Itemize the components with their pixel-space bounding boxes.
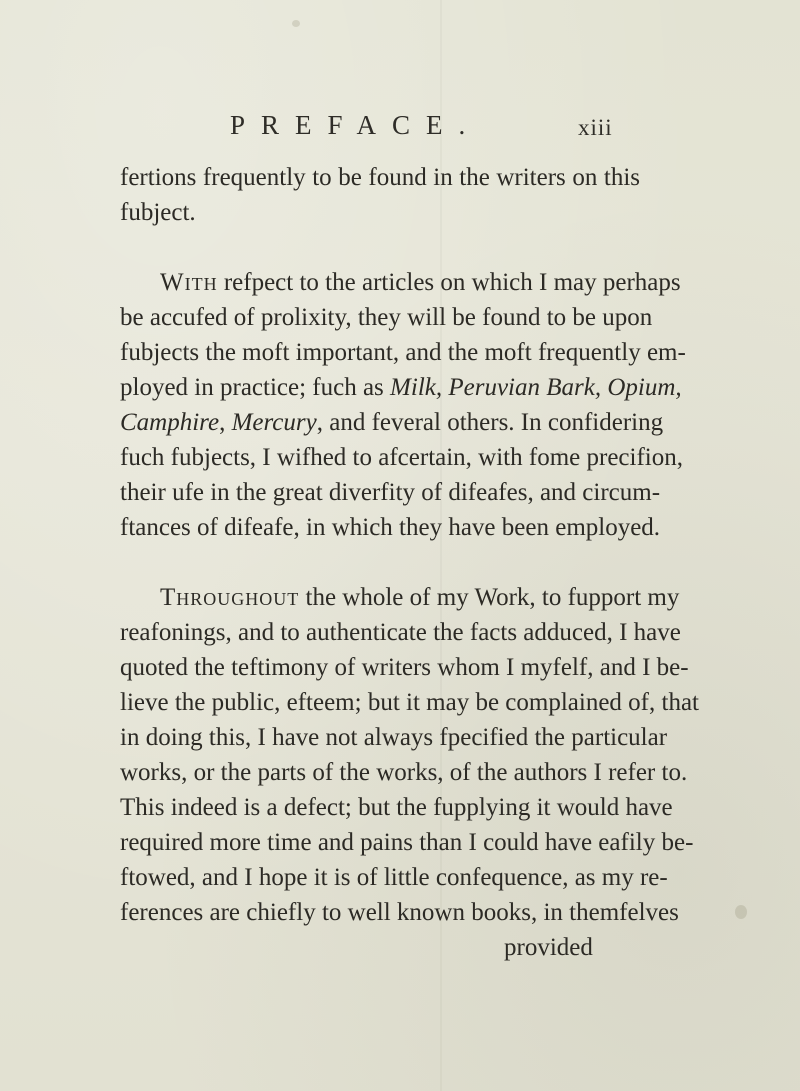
text-line: lieve the public, efteem; but it may be complained of, that	[120, 689, 699, 716]
paper-stain	[735, 905, 747, 919]
text-line: their ufe in the great diverfity of difeafes, and circum-	[120, 479, 661, 506]
italic-run: Milk, Peruvian Bark, Opium,	[390, 374, 682, 401]
text-line: fubject.	[120, 199, 196, 226]
text-line: quoted the teftimony of writers whom I myfelf, and I be-	[120, 654, 689, 681]
text-line: ftances of difeafe, in which they have been employed.	[120, 514, 661, 541]
text-line: ferences are chiefly to well known books, in themfelves	[120, 899, 679, 926]
text-line: reafonings, and to authenticate the facts adduced, I have	[120, 619, 681, 646]
text-line: works, or the parts of the works, of the authors I refer to.	[120, 759, 688, 786]
text-run: ployed in practice; fuch as	[120, 374, 384, 401]
lead-word: Throughout	[160, 584, 300, 611]
italic-run: Camphire	[120, 409, 220, 436]
text-line-with-italics	[120, 373, 682, 403]
catchword: provided	[504, 934, 593, 961]
text-line: be accufed of prolixity, they will be found to be upon	[120, 304, 653, 331]
lead-word: With	[160, 269, 218, 296]
text-line: fubjects the moft important, and the moft frequently em-	[120, 339, 686, 366]
text-line: fertions frequently to be found in the writers on this	[120, 164, 640, 191]
page-number: xiii	[578, 115, 613, 140]
text-line: refpect to the articles on which I may perhaps	[223, 269, 681, 296]
text-line: Camphire, Mercury, and feveral others. In confidering	[120, 409, 664, 436]
running-title: PREFACE.	[230, 110, 482, 140]
text-run: , and feveral others. In confidering	[316, 409, 664, 436]
text-line: the whole of my Work, to fupport my	[305, 584, 680, 611]
text-line: This indeed is a defect; but the fupplying it would have	[120, 794, 673, 821]
paper-stain	[292, 20, 300, 27]
text-line: required more time and pains than I could have eafily be-	[120, 829, 694, 856]
text-line: ftowed, and I hope it is of little confequence, as my re-	[120, 864, 668, 891]
text-line: fuch fubjects, I wifhed to afcertain, with fome precifion,	[120, 444, 683, 471]
paragraph-first-line	[160, 268, 681, 298]
paragraph-first-line	[160, 583, 680, 613]
text-line: in doing this, I have not always fpecified the particular	[120, 724, 668, 751]
italic-run: Mercury	[231, 409, 317, 436]
